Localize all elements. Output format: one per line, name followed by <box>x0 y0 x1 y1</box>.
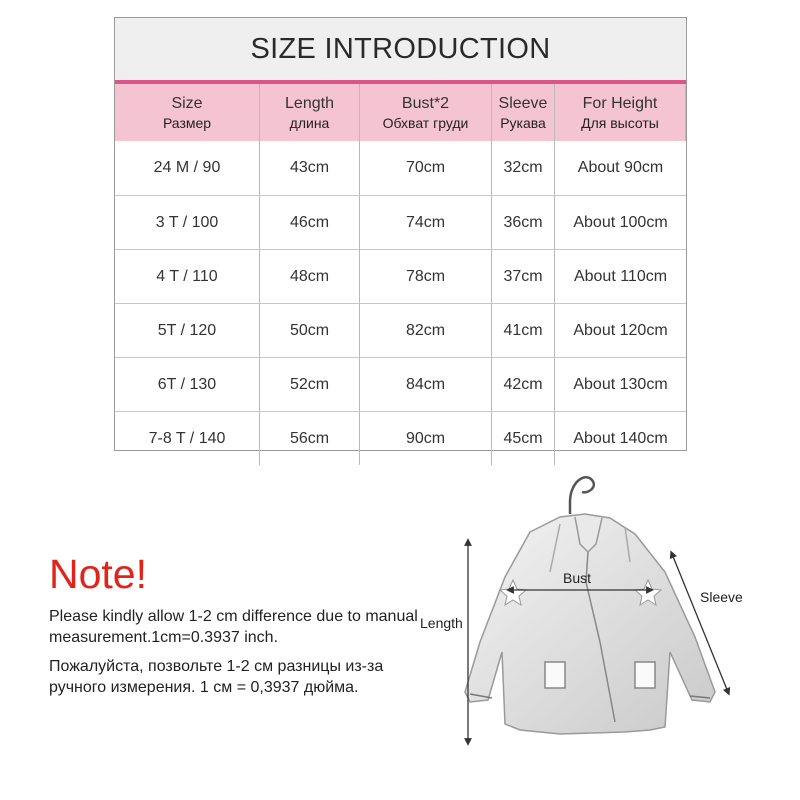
header-height-ru: Для высоты <box>581 114 659 131</box>
header-length-ru: длина <box>289 114 330 131</box>
table-cell: 74cm <box>360 195 492 249</box>
size-table <box>114 17 687 451</box>
table-cell: 32cm <box>492 141 555 195</box>
header-sleeve-ru: Рукава <box>500 114 546 131</box>
note-title: Note! <box>49 551 147 597</box>
table-cell: 45cm <box>492 411 555 465</box>
table-cell: 52cm <box>260 357 360 411</box>
table-cell: 82cm <box>360 303 492 357</box>
table-cell: About 120cm <box>555 303 686 357</box>
table-cell: About 130cm <box>555 357 686 411</box>
table-cell: 84cm <box>360 357 492 411</box>
table-cell: 4 T / 110 <box>115 249 260 303</box>
table-cell: 24 M / 90 <box>115 141 260 195</box>
note-text-en: Please kindly allow 1-2 cm difference due to manual measurement.1cm=0.3937 inch. <box>49 608 418 646</box>
table-cell: 36cm <box>492 195 555 249</box>
table-cell: About 140cm <box>555 411 686 465</box>
table-cell: 5T / 120 <box>115 303 260 357</box>
table-title: SIZE INTRODUCTION <box>115 18 686 80</box>
header-bust-ru: Обхват груди <box>382 114 469 131</box>
table-cell: About 100cm <box>555 195 686 249</box>
header-size-ru: Размер <box>162 114 212 131</box>
jacket-body <box>465 514 715 734</box>
table-cell: 41cm <box>492 303 555 357</box>
header-length <box>260 84 360 141</box>
jacket-measurement-figure <box>410 462 790 792</box>
bust-label: Bust <box>563 570 592 586</box>
table-cell: 42cm <box>492 357 555 411</box>
sleeve-label: Sleeve <box>700 589 743 605</box>
table-cell: 50cm <box>260 303 360 357</box>
size-grid <box>115 84 686 465</box>
table-cell: 7-8 T / 140 <box>115 411 260 465</box>
header-bust <box>360 84 492 141</box>
table-cell: About 110cm <box>555 249 686 303</box>
note-text-ru: Пожалуйста, позвольте 1-2 см разницы из-за ручного измерения. 1 см = 0,3937 дюйма. <box>49 658 384 696</box>
table-cell: 37cm <box>492 249 555 303</box>
table-cell: 46cm <box>260 195 360 249</box>
header-size-en: Size <box>171 94 203 112</box>
header-bust-en: Bust*2 <box>401 94 450 112</box>
header-height <box>555 84 686 141</box>
header-size <box>115 84 260 141</box>
header-sleeve-en: Sleeve <box>498 94 548 112</box>
table-cell: 78cm <box>360 249 492 303</box>
table-cell: 70cm <box>360 141 492 195</box>
table-cell: 3 T / 100 <box>115 195 260 249</box>
header-length-en: Length <box>285 94 334 112</box>
header-height-en: For Height <box>582 94 658 112</box>
table-cell: 43cm <box>260 141 360 195</box>
table-cell: About 90cm <box>577 159 664 176</box>
hanger-icon <box>570 477 594 514</box>
jacket-icon <box>410 462 790 792</box>
table-cell: 48cm <box>260 249 360 303</box>
header-sleeve <box>492 84 555 141</box>
length-label: Length <box>420 615 463 631</box>
table-cell: 90cm <box>360 411 492 465</box>
table-cell: 56cm <box>260 411 360 465</box>
table-cell: 6T / 130 <box>115 357 260 411</box>
